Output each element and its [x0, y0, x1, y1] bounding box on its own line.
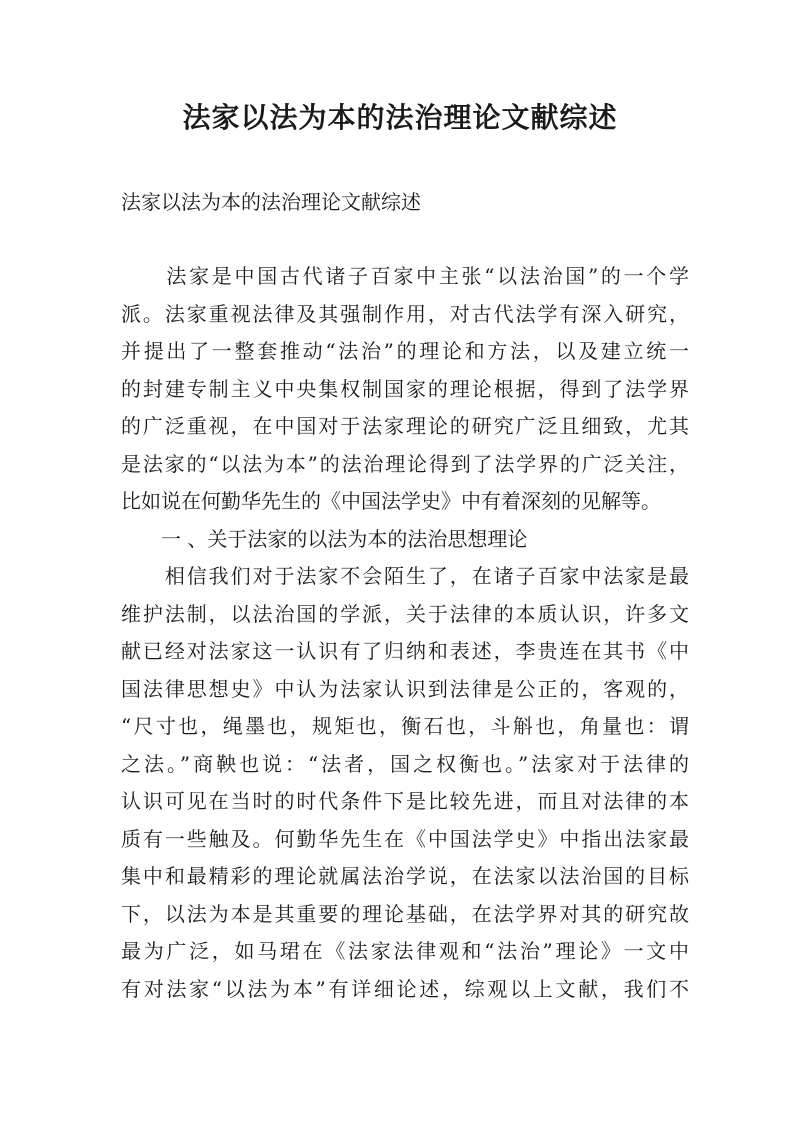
body-line: 是法家的“以法为本”的法治理论得到了法学界的广泛关注， [121, 451, 689, 476]
body-line: 集中和最精彩的理论就属法治学说，在法家以法治国的目标 [121, 864, 689, 888]
body-line: 最为广泛，如马珺在《法家法律观和“法治”理论》一文中 [121, 939, 689, 963]
body-line: 质有一些触及。何勤华先生在《中国法学史》中指出法家最 [121, 826, 689, 851]
body-line: 比如说在何勤华先生的《中国法学史》中有着深刻的见解等。 [121, 489, 661, 513]
body-line: 维护法制，以法治国的学派，关于法律的本质认识，许多文 [121, 601, 689, 626]
body-line: 有对法家“以法为本”有详细论述，综观以上文献，我们不 [121, 976, 689, 1001]
body-line: 国法律思想史》中认为法家认识到法律是公正的，客观的， [121, 676, 689, 701]
body-line: 相信我们对于法家不会陌生了，在诸子百家中法家是最 [121, 564, 689, 588]
body-line: 的封建专制主义中央集权制国家的理论根据，得到了法学界 [121, 376, 689, 401]
body-line: “尺寸也，绳墨也，规矩也，衡石也，斗斛也，角量也：谓 [121, 714, 689, 738]
body-line: 的广泛重视，在中国对于法家理论的研究广泛且细致，尤其 [121, 414, 689, 438]
body-line: 之法。”商鞅也说：“法者，国之权衡也。”法家对于法律的 [121, 751, 689, 776]
body-line: 法家是中国古代诸子百家中主张“以法治国”的一个学 [121, 264, 689, 288]
document-title: 法家以法为本的法治理论文献综述 [182, 101, 618, 134]
body-line: 下，以法为本是其重要的理论基础，在法学界对其的研究故 [121, 901, 689, 926]
document-body [121, 258, 689, 1008]
section-heading: 一 、关于法家的以法为本的法治思想理论 [121, 526, 528, 551]
body-line: 认识可见在当时的时代条件下是比较先进，而且对法律的本 [121, 789, 689, 813]
body-line: 并提出了一整套推动“法治”的理论和方法，以及建立统一 [121, 339, 689, 363]
body-line: 派。法家重视法律及其强制作用，对古代法学有深入研究， [121, 301, 689, 326]
document-subtitle: 法家以法为本的法治理论文献综述 [121, 190, 421, 214]
body-line: 献已经对法家这一认识有了归纳和表述，李贵连在其书《中 [121, 639, 689, 663]
